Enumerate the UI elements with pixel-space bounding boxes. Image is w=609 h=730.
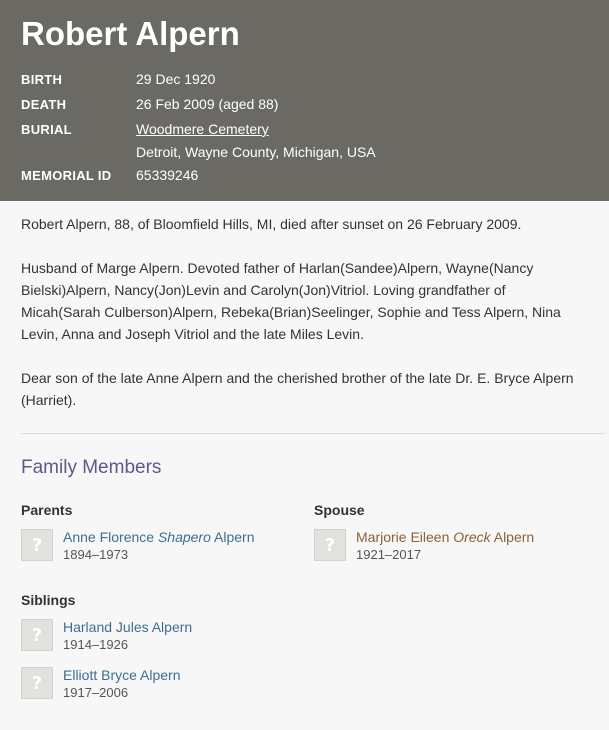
spouse-dates: 1921–2017 bbox=[356, 547, 422, 562]
siblings-label: Siblings bbox=[21, 592, 76, 608]
siblings-group bbox=[21, 590, 301, 714]
parent-dates: 1894–1973 bbox=[63, 547, 129, 562]
photo-placeholder-icon: ? bbox=[21, 667, 53, 699]
memorial-name: Robert Alpern bbox=[21, 15, 240, 52]
bio-paragraph-1: Robert Alpern, 88, of Bloomfield Hills, MI, died after sunset on 26 February 2009. bbox=[21, 216, 522, 232]
birth-value: 29 Dec 1920 bbox=[136, 71, 216, 87]
burial-cemetery-link[interactable]: Woodmere Cemetery bbox=[136, 121, 269, 137]
memorial-id-label: MEMORIAL ID bbox=[21, 168, 112, 183]
photo-placeholder-icon: ? bbox=[21, 619, 53, 651]
spouse-label: Spouse bbox=[314, 502, 365, 518]
parents-label: Parents bbox=[21, 502, 73, 518]
biography bbox=[0, 201, 609, 411]
sibling-item[interactable] bbox=[21, 618, 301, 666]
photo-placeholder-icon: ? bbox=[21, 529, 53, 561]
memorial-facts bbox=[21, 67, 588, 188]
birth-label: BIRTH bbox=[21, 72, 63, 87]
burial-location: Detroit, Wayne County, Michigan, USA bbox=[136, 144, 376, 160]
parent-item[interactable] bbox=[21, 528, 301, 576]
burial-label: BURIAL bbox=[21, 122, 72, 137]
sibling-dates: 1917–2006 bbox=[63, 685, 129, 700]
spouse-name-link[interactable]: Marjorie Eileen Oreck Alpern bbox=[356, 529, 535, 545]
death-label: DEATH bbox=[21, 97, 67, 112]
sibling-dates: 1914–1926 bbox=[63, 637, 129, 652]
sibling-name-link[interactable]: Harland Jules Alpern bbox=[63, 619, 193, 635]
spouse-item[interactable] bbox=[314, 528, 594, 576]
bio-paragraph-2: Husband of Marge Alpern. Devoted father of Harlan(Sandee)Alpern, Wayne(Nancy Bielski)Alpern, Nancy(Jon)Levin and Carolyn(Jon)Vitriol. Loving grandfather of Micah(Sarah Culberson)Alpern, Rebeka(Brian)Seelinger, Sophie and Tess Alpern, Nina Levin, Anna and Joseph Vitriol and the late Miles Levin. bbox=[21, 260, 561, 342]
death-value: 26 Feb 2009 (aged 88) bbox=[136, 96, 279, 112]
parent-name-link[interactable]: Anne Florence Shapero Alpern bbox=[63, 529, 255, 545]
spouse-group bbox=[314, 500, 594, 576]
sibling-item[interactable] bbox=[21, 666, 301, 714]
photo-placeholder-icon: ? bbox=[314, 529, 346, 561]
sibling-name-link[interactable]: Elliott Bryce Alpern bbox=[63, 667, 181, 683]
family-members-title: Family Members bbox=[21, 457, 162, 478]
parents-group bbox=[21, 500, 301, 576]
memorial-header bbox=[0, 0, 609, 201]
memorial-id-value: 65339246 bbox=[136, 167, 199, 183]
bio-paragraph-3: Dear son of the late Anne Alpern and the cherished brother of the late Dr. E. Bryce Alpern (Harriet). bbox=[21, 370, 574, 408]
